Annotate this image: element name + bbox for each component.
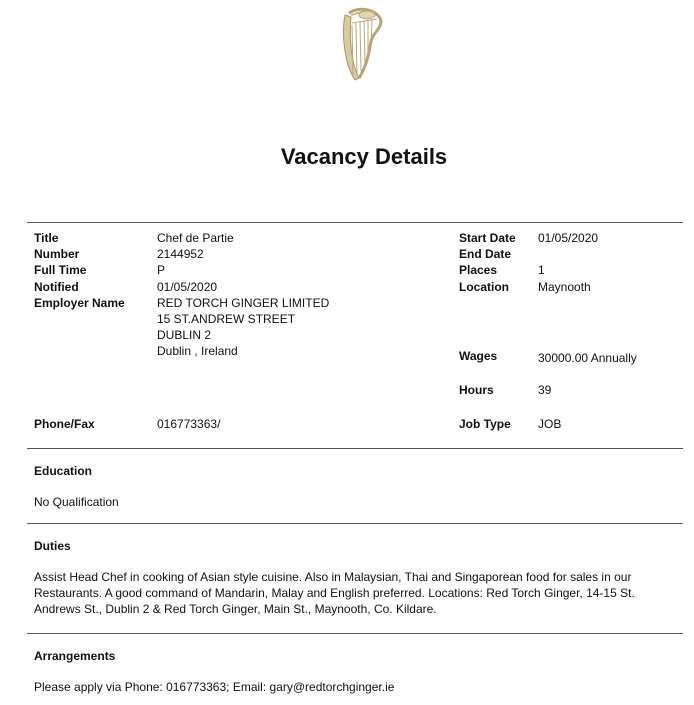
employer-address-line: Dublin , Ireland (157, 344, 238, 358)
employer-address-line: DUBLIN 2 (157, 328, 212, 342)
location-value: Maynooth (538, 280, 591, 294)
phone-label: Phone/Fax (34, 417, 95, 431)
hours-value: 39 (538, 383, 552, 397)
duties-heading: Duties (34, 539, 71, 553)
title-label: Title (34, 231, 59, 245)
phone-value: 016773363/ (157, 417, 221, 431)
fulltime-label: Full Time (34, 263, 87, 277)
divider (27, 523, 683, 524)
end-date-label: End Date (459, 247, 512, 261)
places-label: Places (459, 263, 498, 277)
fulltime-value: P (157, 263, 166, 277)
hours-label: Hours (459, 383, 494, 397)
divider (27, 222, 683, 223)
employer-name: RED TORCH GINGER LIMITED (157, 296, 330, 310)
start-date-value: 01/05/2020 (538, 231, 599, 245)
number-value: 2144952 (157, 247, 204, 261)
employer-label: Employer Name (34, 296, 125, 310)
education-heading: Education (34, 464, 93, 478)
job-type-value: JOB (538, 417, 562, 431)
duties-text: Assist Head Chef in cooking of Asian style cuisine. Also in Malaysian, Thai and Singaporean food for sales in our Restaurants. A good command of Mandarin, Malay and English preferred. Locations: Red Torch Ginger, 14-15 St. Andrews St., Dublin 2 & Red Torch Ginger, Main St., Maynooth, Co. Kildare. (34, 570, 635, 616)
arrangements-heading: Arrangements (34, 649, 116, 663)
job-type-label: Job Type (459, 417, 511, 431)
notified-value: 01/05/2020 (157, 280, 218, 294)
divider (27, 448, 683, 449)
harp-icon (337, 5, 387, 85)
wages-label: Wages (459, 349, 498, 363)
education-text: No Qualification (34, 495, 119, 509)
arrangements-text: Please apply via Phone: 016773363; Email: gary@redtorchginger.ie (34, 680, 395, 694)
divider (27, 633, 683, 634)
page-title: Vacancy Details (280, 144, 448, 169)
wages-value: 30000.00 Annually (538, 351, 637, 365)
notified-label: Notified (34, 280, 79, 294)
employer-address-line: 15 ST.ANDREW STREET (157, 312, 296, 326)
places-value: 1 (538, 263, 545, 277)
location-label: Location (459, 280, 509, 294)
number-label: Number (34, 247, 80, 261)
start-date-label: Start Date (459, 231, 516, 245)
title-value: Chef de Partie (157, 231, 234, 245)
